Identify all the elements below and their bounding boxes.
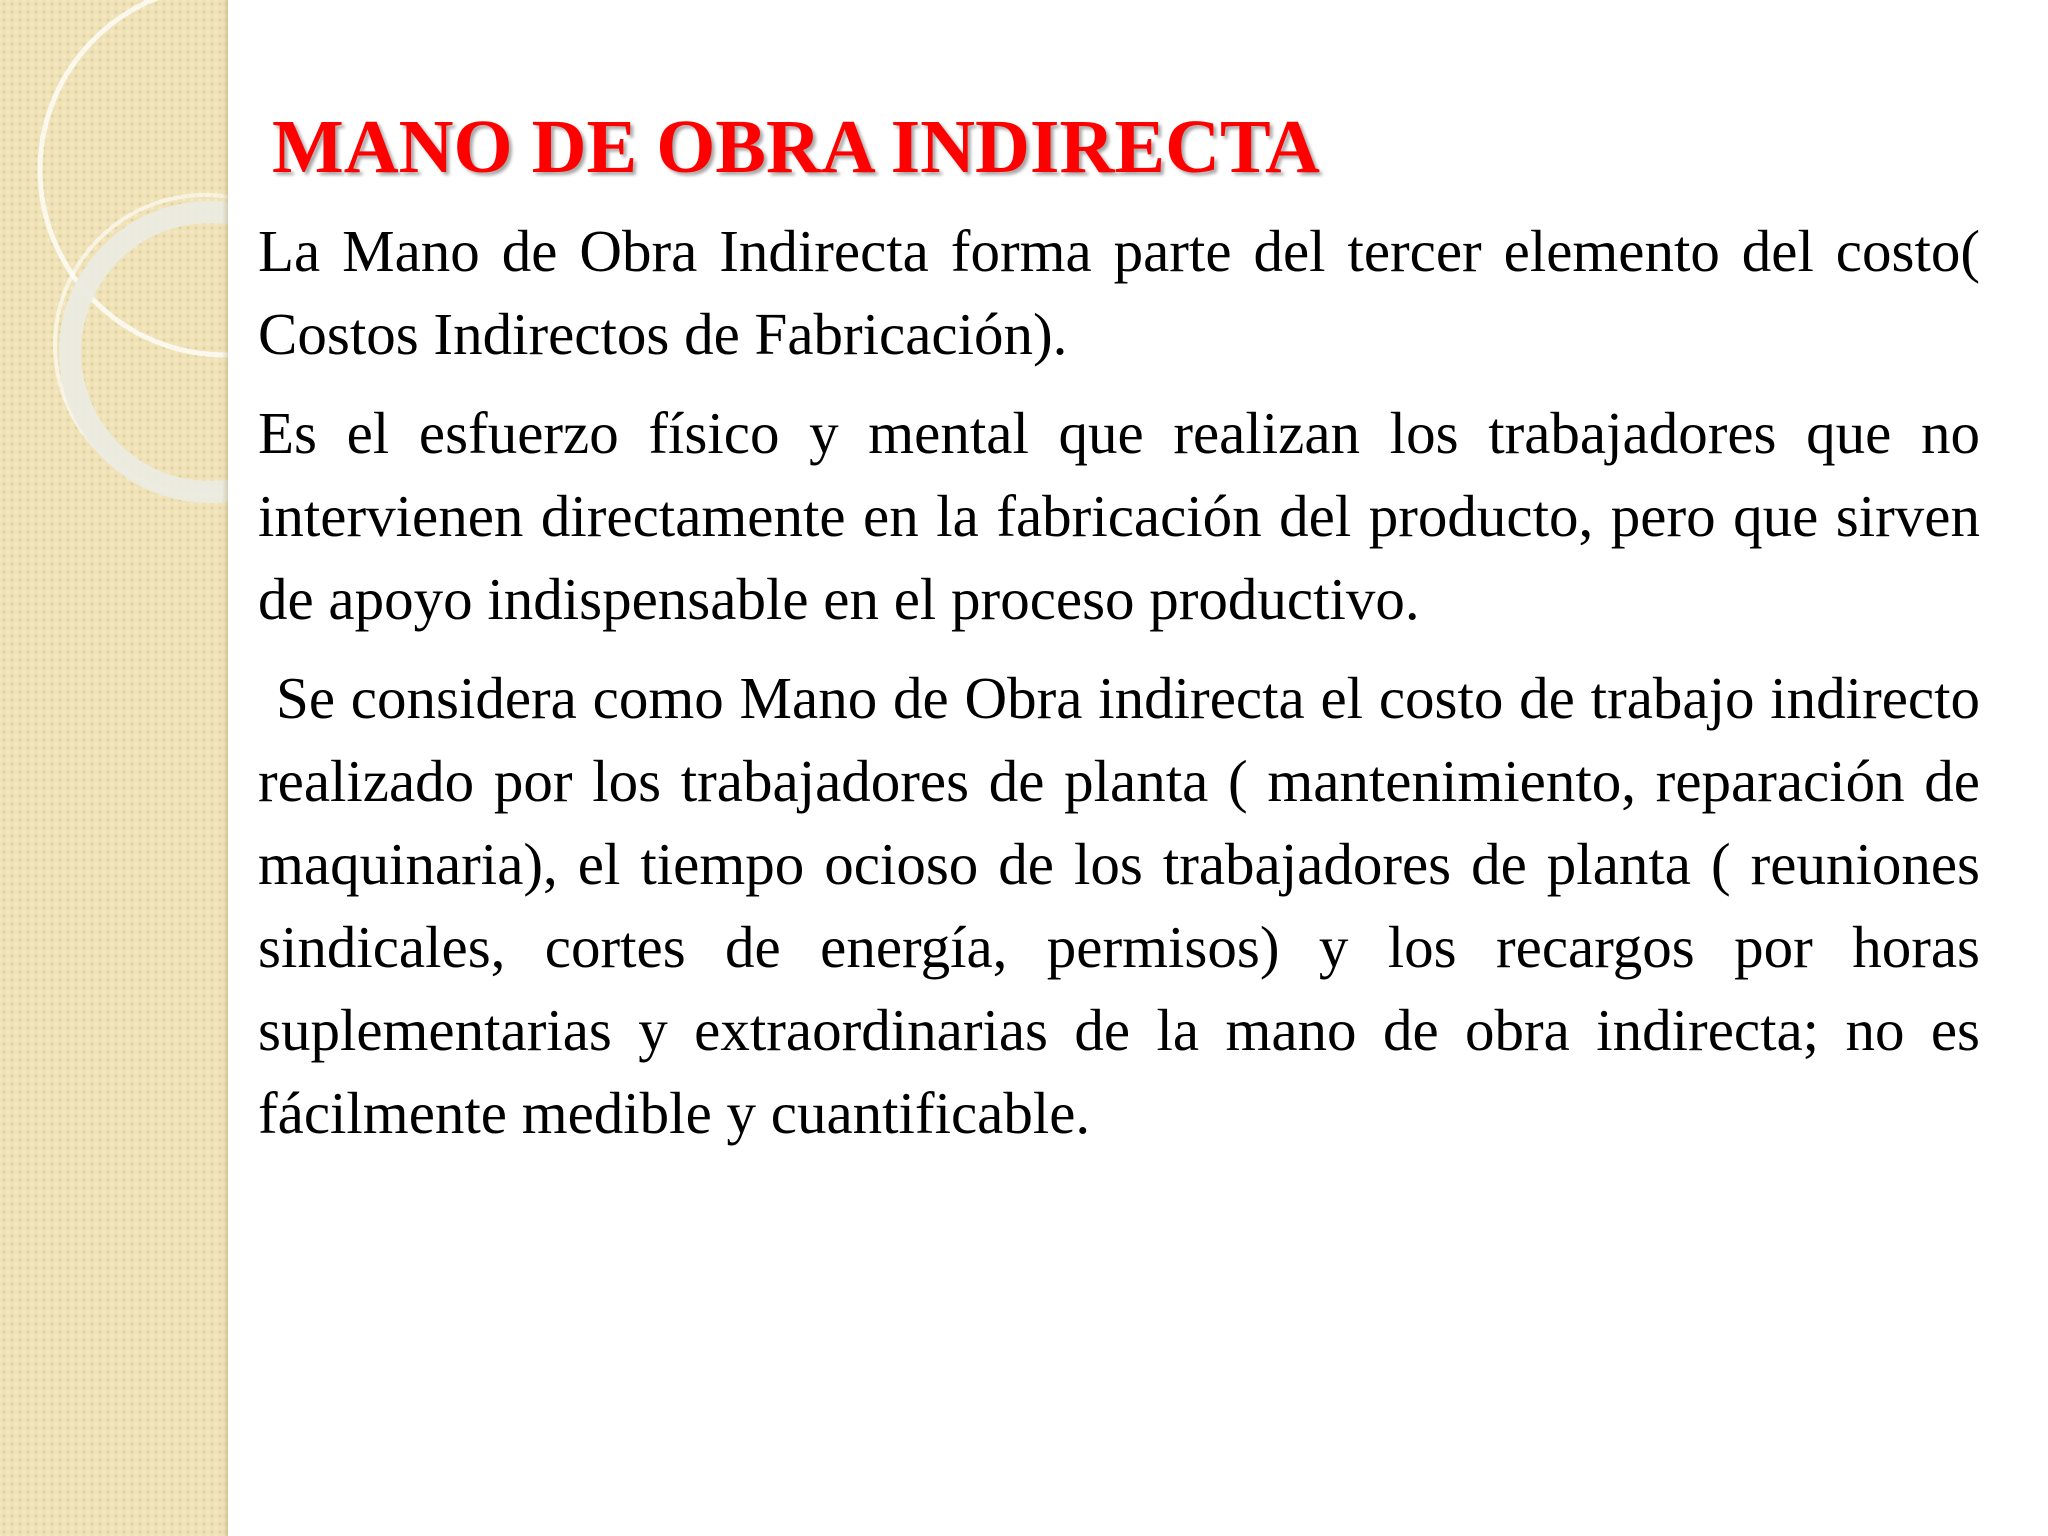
slide-title: MANO DE OBRA INDIRECTA — [272, 105, 1320, 189]
paragraph-effort: Es el esfuerzo físico y mental que realizan los trabajadores que no intervienen directamente en la fabricación del producto, pero que sirven de apoyo indispensable en el proceso productivo. — [258, 400, 1980, 632]
paragraph-definition: La Mano de Obra Indirecta forma parte del tercer elemento del costo( Costos Indirectos de Fabricación). — [258, 218, 1980, 367]
slide-body — [258, 210, 1980, 1171]
decorative-side-band — [0, 0, 228, 1536]
paragraph-considerations: Se considera como Mano de Obra indirecta el costo de trabajo indirecto realizado por los trabajadores de planta ( mantenimiento, reparación de maquinaria), el tiempo ocioso de los trabajadores de planta ( reuniones sindicales, cortes de energía, permisos) y los recargos por horas suplementarias y extraordinarias de la mano de obra indirecta; no es fácilmente medible y cuantificable. — [258, 665, 1980, 1146]
decorative-rings — [0, 0, 228, 520]
